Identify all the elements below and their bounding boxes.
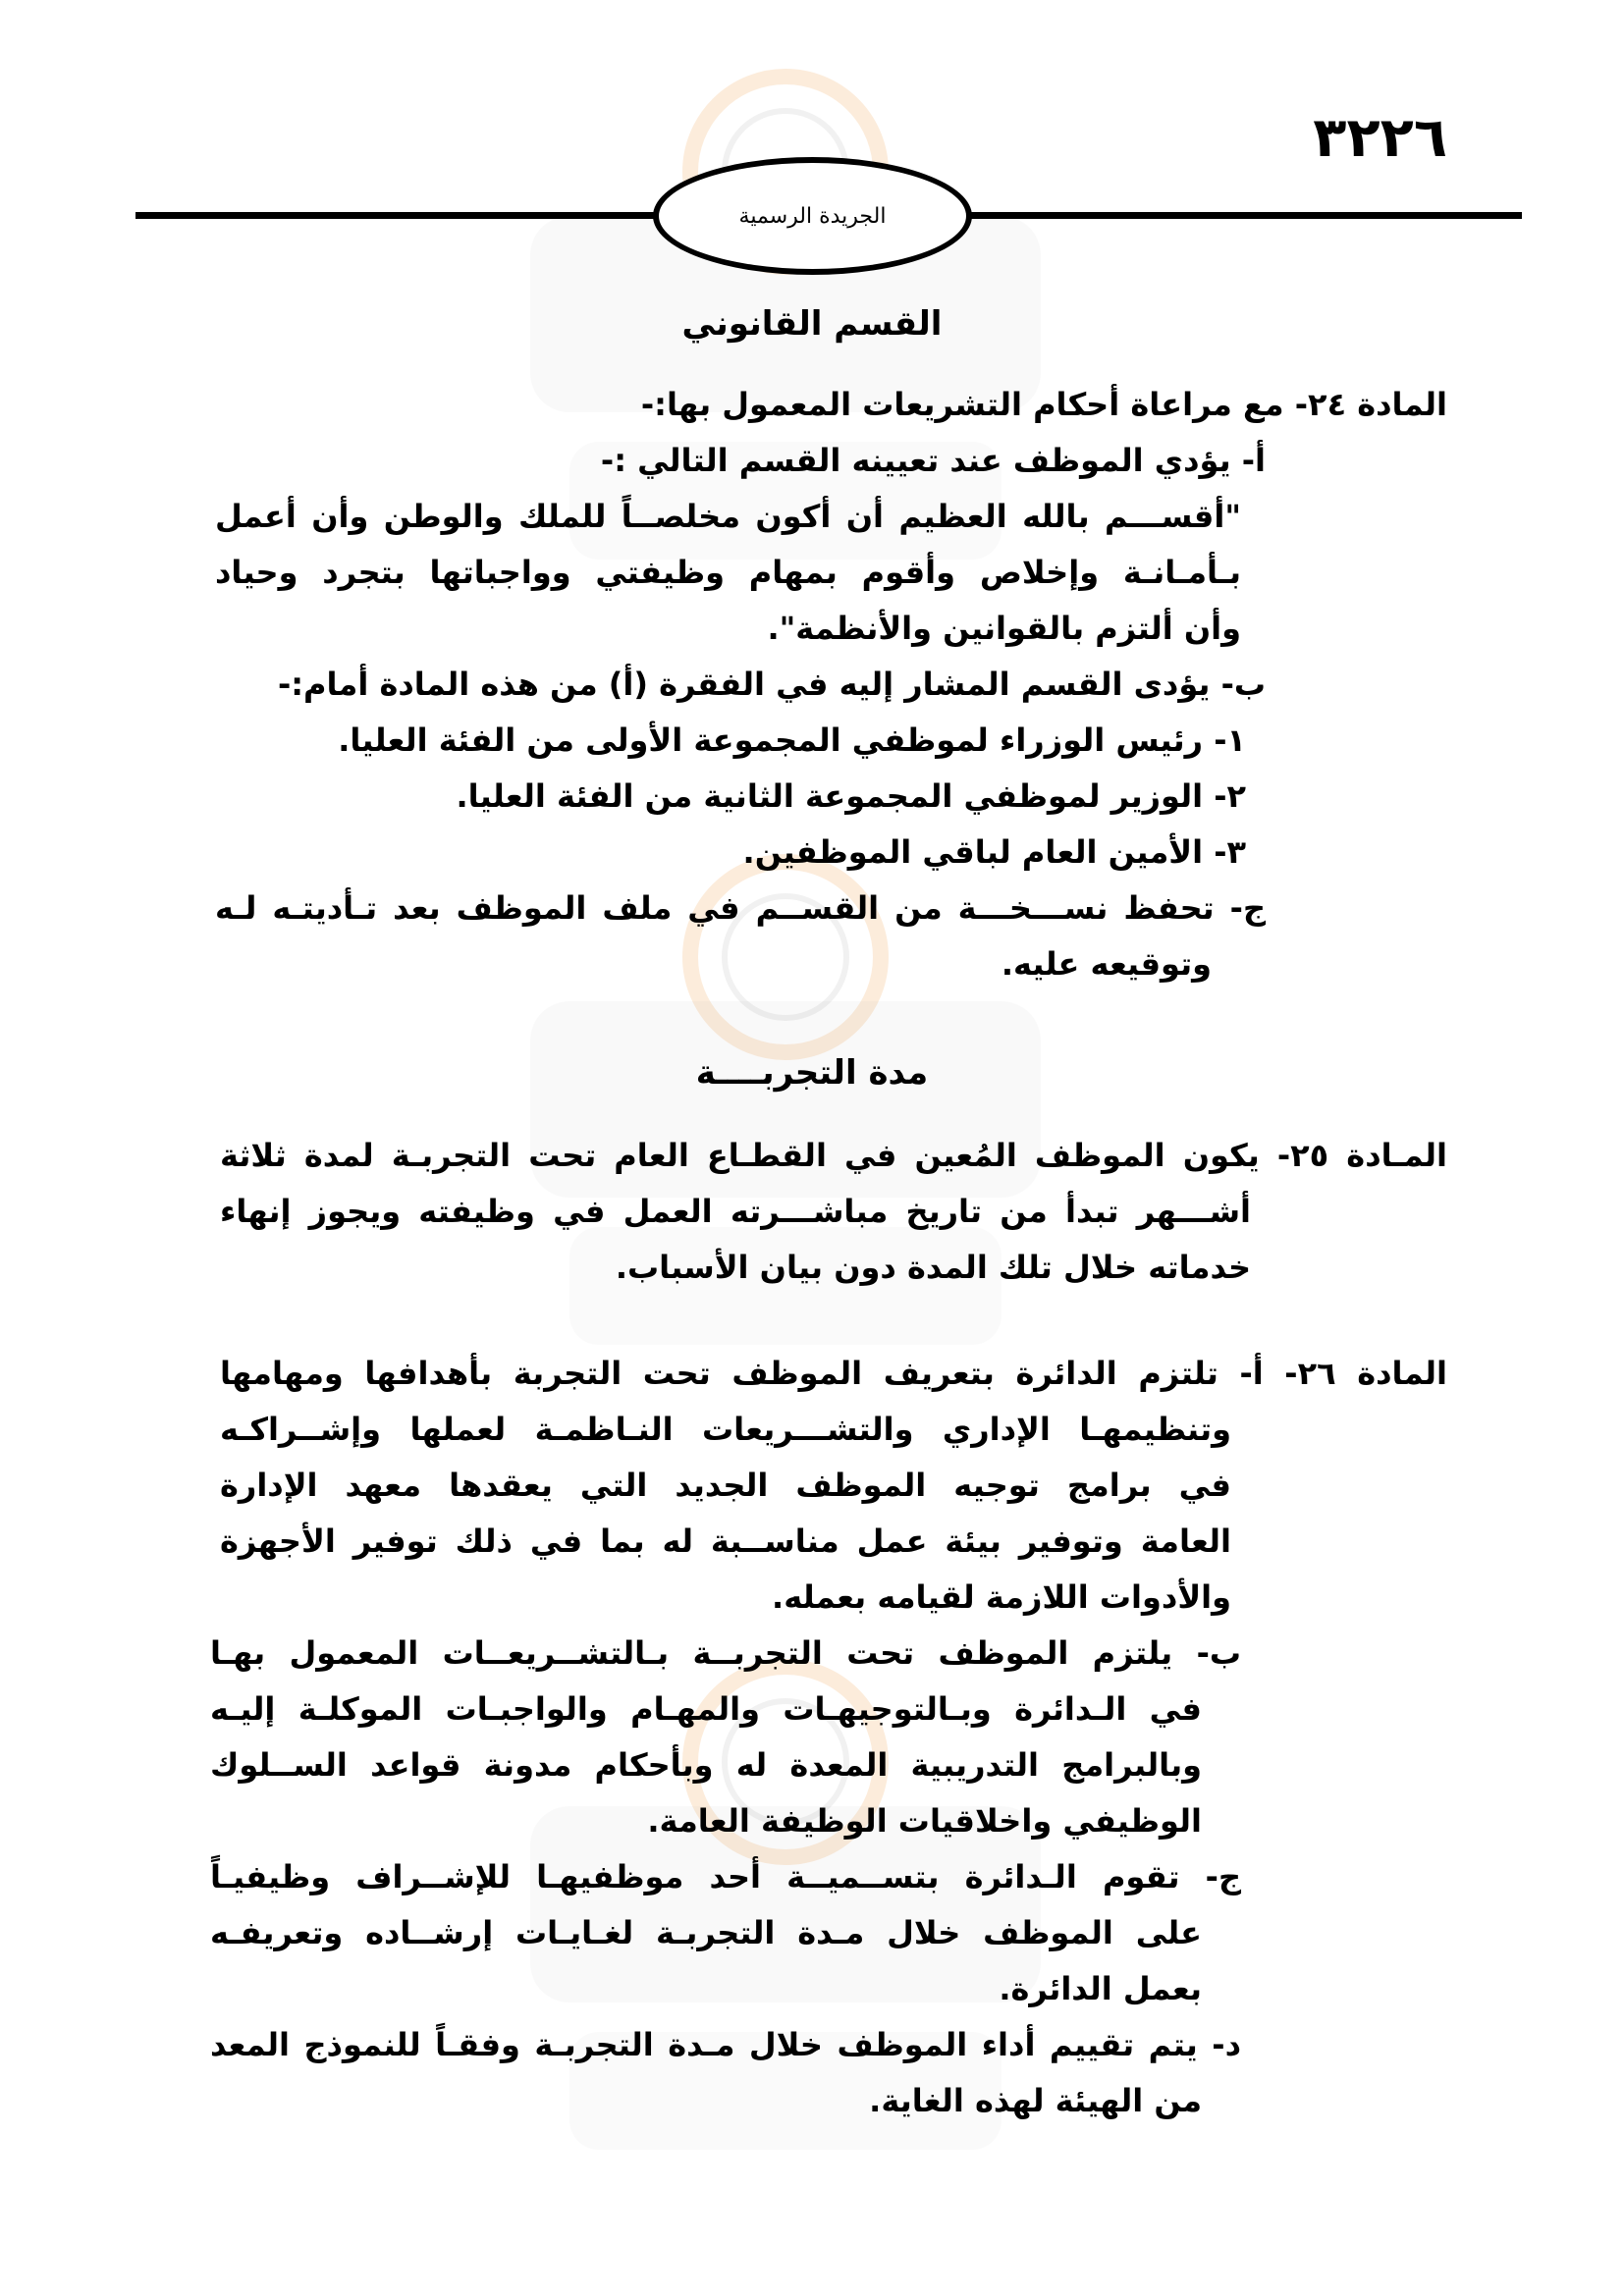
article-24-para-b: ب- يؤدى القسم المشار إليه في الفقرة (أ) من هذه المادة أمام:- [277,666,1266,703]
article-26-para-b-cont: وبالبرامج التدريبية المعدة له وبأحكام مدونة قواعد الســلوك [210,1746,1202,1784]
article-24-oath-line: وأن ألتزم بالقوانين والأنظمة". [767,610,1241,647]
article-26-para-a-cont: وتنظيمهـا الإداري والتشـــريعات النـاظمـة لعملها وإشــراكـه [220,1411,1231,1448]
article-25-line: المـادة ٢٥- يكون الموظف المُعين في القطـاع العام تحت التجربـة لمدة ثلاثة [220,1137,1448,1174]
article-26-para-b: ب- يلتزم الموظف تحت التجربــة بـالتشــريعــات المعمول بهـا [210,1634,1241,1672]
article-24-para-c-cont: وتوقيعه عليه. [1001,945,1212,983]
article-24-heading: المادة ٢٤- مع مراعاة أحكام التشريعات المعمول بها:- [640,386,1447,423]
article-25-line: أشـــهر تبدأ من تاريخ مباشـــرته العمل في وظيفته ويجوز إنهاء [220,1193,1251,1230]
article-26-para-a-cont: العامة وتوفير بيئة عمل مناســبة له بما في ذلك توفير الأجهزة [220,1522,1231,1560]
article-26-para-c-cont: على الموظف خلال مـدة التجربـة لغـايـات إرشــاده وتعريفـه [210,1914,1202,1951]
article-26-para-a-cont: والأدوات اللازمة لقيامه بعمله. [772,1578,1231,1616]
article-24-para-c: ج- تحفظ نســـخـــة من القســم في ملف الموظف بعد تـأديتـه لـه [215,889,1266,927]
publication-badge [653,157,972,275]
article-26-para-b-cont: الوظيفي واخلاقيات الوظيفة العامة. [647,1802,1202,1840]
article-26-para-d-cont: من الهيئة لهذه الغاية. [869,2082,1202,2119]
article-26-para-c-cont: بعمل الدائرة. [999,1970,1202,2007]
article-26-para-a-cont: في برامج توجيه الموظف الجديد التي يعقدها معهد الإدارة [220,1467,1231,1504]
section-title-probation: مدة التجربــــة [695,1053,929,1093]
article-24-oath-line: "أقســـم بالله العظيم أن أكون مخلصــاً للملك والوطن وأن أعمل [215,498,1241,535]
article-26-para-c: ج- تقوم الـدائرة بتســميــة أحد موظفيهـا للإشــراف وظيفيـاً [210,1858,1241,1896]
page-number: ٣٢٢٦ [1313,106,1447,170]
article-24-item-3: ٣- الأمين العام لباقي الموظفين. [742,833,1246,871]
article-24-item-2: ٢- الوزير لموظفي المجموعة الثانية من الفئة العليا. [456,777,1246,815]
article-26-para-b-cont: في الـدائرة وبـالتوجيهـات والمهـام والواجبـات الموكلـة إليـه [210,1690,1202,1728]
article-26-para-d: د- يتم تقييم أداء الموظف خلال مـدة التجربـة وفقـاً للنموذج المعد [210,2026,1241,2063]
article-26-para-a: المادة ٢٦- أ- تلتزم الدائرة بتعريف الموظف تحت التجربة بأهدافها ومهامها [220,1355,1448,1392]
section-title-legal: القسم القانوني [681,304,943,344]
publication-title: الجريدة الرسمية [738,203,887,229]
article-24-item-1: ١- رئيس الوزراء لموظفي المجموعة الأولى من الفئة العليا. [338,721,1246,759]
article-24-para-a: أ- يؤدي الموظف عند تعيينه القسم التالي :- [600,442,1266,479]
article-24-oath-line: بـأمـانـة وإخلاص وأقوم بمهام وظيفتي وواجباتها بتجرد وحياد [215,554,1241,591]
article-25-line: خدماته خلال تلك المدة دون بيان الأسباب. [615,1249,1251,1286]
